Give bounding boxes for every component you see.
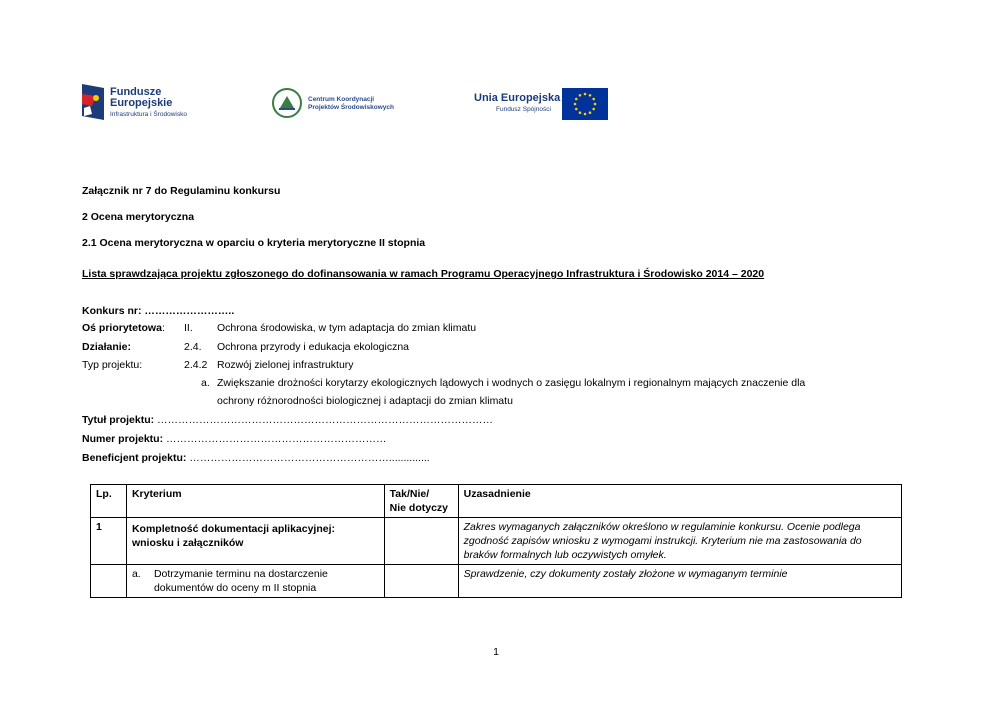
numer-row (82, 432, 387, 446)
table-row (91, 518, 902, 565)
row2-kryterium-line1: Dotrzymanie terminu na dostarczenie (153, 568, 328, 580)
header-uzasadnienie: Uzasadnienie (458, 485, 901, 518)
fe-subtitle: Infrastruktura i Środowisko (110, 111, 187, 118)
numer-label: Numer projektu: (82, 433, 164, 445)
beneficjent-label: Beneficjent projektu: (82, 452, 187, 464)
fe-flag-icon (82, 84, 104, 120)
fundusze-europejskie-logo (82, 84, 232, 124)
tytul-dots: …………………………………………………………………………………… (154, 414, 494, 426)
header-lp: Lp. (91, 485, 127, 518)
ue-title: Unia Europejska (474, 92, 561, 104)
subsection-heading: 2.1 Ocena merytoryczna w oparciu o kryteria merytoryczne II stopnia (82, 237, 426, 249)
row1-lp: 1 (91, 518, 127, 565)
os-label: Oś priorytetowa (82, 322, 162, 334)
fe-line1: Fundusze (110, 86, 162, 98)
os-row (82, 321, 165, 335)
sub-text-line1: Zwiększanie drożności korytarzy ekologicznych lądowych i wodnych o zasięgu lokalnym i regionalnym mających znaczenie dla (217, 377, 806, 389)
beneficjent-dots: ………………………………………………….............. (186, 452, 430, 464)
header-tak-line1: Tak/Nie/ (389, 488, 430, 500)
dzialanie-text: Ochrona przyrody i edukacja ekologiczna (217, 341, 410, 353)
numer-dots: ……………………………………………………… (163, 433, 387, 445)
table-row (91, 565, 902, 598)
row1-kryterium-line2: wniosku i załączników (131, 537, 244, 549)
ckps-text (308, 96, 394, 112)
row2-kryterium (126, 565, 384, 598)
dzialanie-label: Działanie: (82, 341, 132, 353)
row2-lp (91, 565, 127, 598)
beneficjent-row (82, 451, 430, 465)
row2-uzasadnienie: Sprawdzenie, czy dokumenty zostały złożone w wymaganym terminie (458, 565, 901, 598)
header-tak-line2: Nie dotyczy (389, 502, 449, 514)
ckps-line2: Projektów Środowiskowych (308, 104, 394, 111)
tytul-row (82, 413, 493, 427)
ckps-emblem-icon (272, 88, 302, 118)
eu-flag-icon (562, 88, 608, 120)
sub-text-line2: ochrony różnorodności biologicznej i adaptacji do zmian klimatu (217, 395, 513, 407)
tytul-label: Tytuł projektu: (82, 414, 155, 426)
ue-logo (474, 88, 614, 122)
dzialanie-num: 2.4. (184, 341, 202, 353)
annex-heading: Załącznik nr 7 do Regulaminu konkursu (82, 185, 281, 197)
row1-uzasadnienie: Zakres wymaganych załączników określono w regulaminie konkursu. Ocenie podlega zgodność zapisów wniosku z wymogami instrukcji. Kryterium nie ma zastosowania do braków formalnych lub oczywistych omyłek. (458, 518, 901, 565)
row2-answer-cell[interactable] (384, 565, 458, 598)
sub-a-marker: a. (201, 377, 210, 389)
row1-kryterium-line1: Kompletność dokumentacji aplikacyjnej: (131, 523, 336, 535)
header-tak-nie (384, 485, 458, 518)
typ-text: Rozwój zielonej infrastruktury (217, 359, 354, 371)
ckps-logo (272, 88, 412, 122)
os-text: Ochrona środowiska, w tym adaptacja do zmian klimatu (217, 322, 477, 334)
ckps-line1: Centrum Koordynacji (308, 96, 375, 103)
table-header-row (91, 485, 902, 518)
ue-subtitle: Fundusz Spójności (496, 106, 551, 113)
row1-kryterium (126, 518, 384, 565)
section-heading: 2 Ocena merytoryczna (82, 211, 195, 223)
row2-marker: a. (131, 568, 141, 580)
typ-num: 2.4.2 (184, 359, 208, 371)
header-kryterium: Kryterium (126, 485, 384, 518)
fe-title (110, 87, 172, 109)
row1-answer-cell[interactable] (384, 518, 458, 565)
os-colon: : (161, 322, 165, 334)
checklist-title: Lista sprawdzająca projektu zgłoszonego do dofinansowania w ramach Programu Operacyjnego Infrastruktura i Środowisko 2014 – 2020 (82, 268, 765, 280)
typ-label: Typ projektu: (82, 359, 143, 371)
criteria-table (90, 484, 902, 598)
os-num: II. (184, 322, 193, 334)
row2-kryterium-line2: dokumentów do oceny m II stopnia (153, 582, 317, 594)
konkurs-label: Konkurs nr: …………………….. (82, 305, 235, 317)
page-number: 1 (493, 646, 499, 658)
fe-line2: Europejskie (110, 97, 173, 109)
